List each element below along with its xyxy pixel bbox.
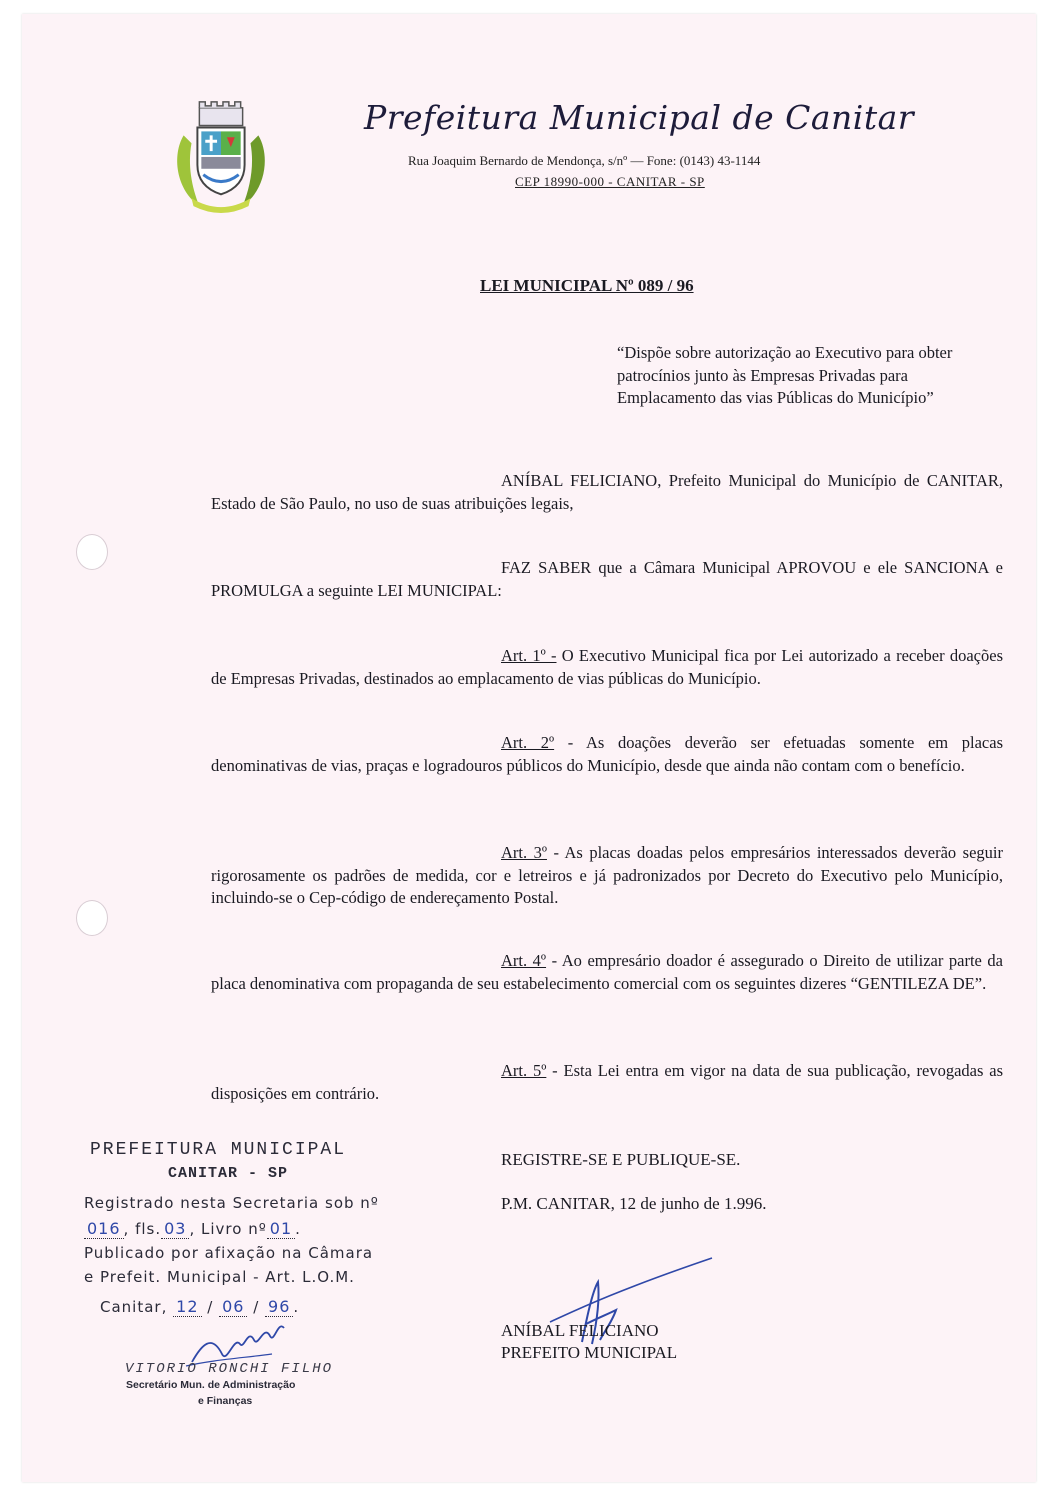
article-text: - Ao empresário doador é assegurado o Direito de utilizar parte da placa denominativa com propaganda de seu estabelecimento comercial com os seguintes dizeres “GENTILEZA DE”. (211, 951, 1003, 993)
date-month: 06 (219, 1297, 247, 1317)
article-text: - As doações deverão ser efetuadas somente em placas denominativas de vias, praças e logradouros públicos do Município, desde que ainda não contam com o benefício. (211, 733, 1003, 775)
article-3 (211, 842, 1003, 910)
stamp-date-line: Canitar, 12 / 06 / 96 . (100, 1297, 300, 1316)
livro-label: , Livro nº (189, 1220, 267, 1238)
secretary-role-continued: e Finanças (198, 1395, 253, 1407)
secretary-role: Secretário Mun. de Administração (126, 1379, 296, 1391)
fls-number: 03 (161, 1219, 189, 1239)
article-label: Art. 3º (501, 843, 547, 862)
signer-name: ANÍBAL FELICIANO (501, 1321, 659, 1340)
article-1 (211, 645, 1003, 690)
organization-name: Prefeitura Municipal de Canitar (364, 98, 915, 137)
document-page (22, 14, 1036, 1482)
article-5 (211, 1060, 1003, 1105)
article-2 (211, 732, 1003, 777)
law-ementa: “Dispõe sobre autorização ao Executivo para obter patrocínios junto às Empresas Privadas para Emplacamento das vias Públicas do Município” (617, 343, 953, 407)
article-label: Art. 5º (501, 1061, 547, 1080)
stamp-article-line: e Prefeit. Municipal - Art. L.O.M. (84, 1268, 355, 1286)
date-year: 96 (265, 1297, 293, 1317)
registry-number: 016 (84, 1219, 124, 1239)
fls-label: , fls. (123, 1220, 162, 1238)
stamp-city: CANITAR - SP (168, 1165, 289, 1182)
punch-hole-bottom (76, 900, 108, 936)
intro-paragraph: ANÍBAL FELICIANO, Prefeito Municipal do Município de CANITAR, Estado de São Paulo, no uso de suas atribuições legais, (211, 471, 1003, 513)
article-text: - As placas doadas pelos empresários interessados deverão seguir rigorosamente os padrões de medida, cor e letreiros e já padronizados por Decreto do Executivo pelo Município, incluindo-se o Cep-código de endereçamento Postal. (211, 843, 1003, 907)
promulgation-paragraph: FAZ SABER que a Câmara Municipal APROVOU e ele SANCIONA e PROMULGA a seguinte LEI MUNICIPAL: (211, 558, 1003, 600)
article-label: Art. 4º (501, 951, 547, 970)
article-label: Art. 2º (501, 733, 555, 752)
cep-line: CEP 18990-000 - CANITAR - SP (515, 174, 705, 189)
register-publish-line: REGISTRE-SE E PUBLIQUE-SE. (501, 1150, 741, 1169)
article-label: Art. 1º - (501, 646, 557, 665)
stamp-registered-line: Registrado nesta Secretaria sob nº (84, 1194, 379, 1212)
date-label: Canitar, (100, 1298, 168, 1316)
place-date-line: P.M. CANITAR, 12 de junho de 1.996. (501, 1194, 767, 1213)
stamp-heading: PREFEITURA MUNICIPAL (90, 1140, 347, 1160)
article-text: O Executivo Municipal fica por Lei autorizado a receber doações de Empresas Privadas, destinados ao emplacamento de vias públicas do Município. (211, 646, 1003, 688)
livro-number: 01 (267, 1219, 295, 1239)
date-day: 12 (173, 1297, 201, 1317)
coat-of-arms-icon (162, 96, 280, 214)
signer-title: PREFEITO MUNICIPAL (501, 1343, 678, 1362)
stamp-registry-numbers: 016 , fls. 03 , Livro nº 01 . (84, 1219, 301, 1238)
law-title: LEI MUNICIPAL Nº 089 / 96 (480, 276, 694, 295)
stamp-published-line: Publicado por afixação na Câmara (84, 1244, 374, 1262)
secretary-name: VITORIO RONCHI FILHO (125, 1361, 334, 1377)
article-text: - Esta Lei entra em vigor na data de sua publicação, revogadas as disposições em contrário. (211, 1061, 1003, 1103)
punch-hole-top (76, 534, 108, 570)
article-4 (211, 950, 1003, 995)
address-line: Rua Joaquim Bernardo de Mendonça, s/nº — Fone: (0143) 43-1144 (408, 153, 761, 168)
